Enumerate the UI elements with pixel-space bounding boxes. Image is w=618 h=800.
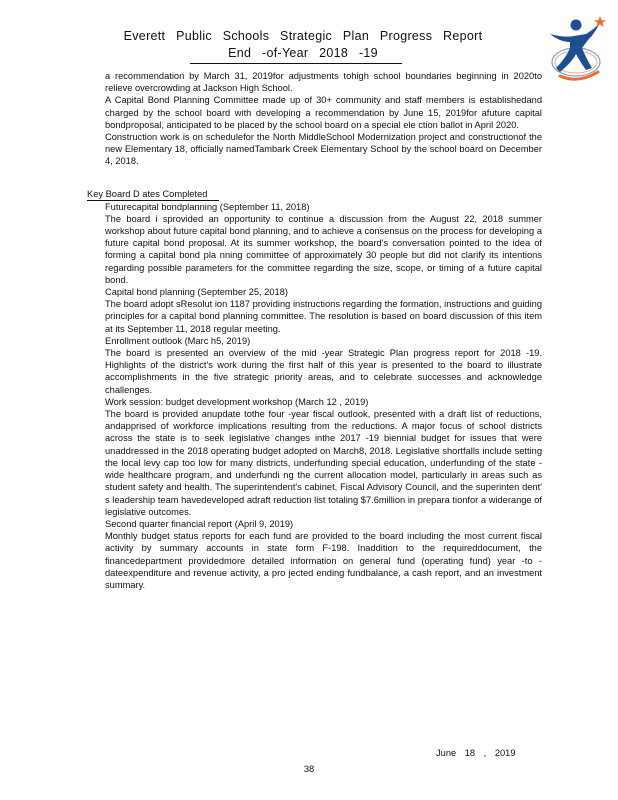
page-number: 38 (303, 764, 315, 774)
board-date-description: The board adopt sResolut ion 1187 providing instructions regarding the formation, instructions and guiding principles for a capital bond planning committee. The resolution is based on board discussion of this item at its September 11, 2018 regular meeting. (105, 299, 542, 334)
board-date-title: Futurecapital bondplanning (September 11, 2018) (105, 201, 310, 212)
board-date-description: The board i sprovided an opportunity to continue a discussion from the August 22, 2018 summer workshop about future capital bond planning, and to achieve a consensus on the process for developing a future capital bond proposal. At its summer workshop, the board's conversation pointed to the idea of forming a capital bond pla nning committee of approximately 30 people but did not clarify its intentions regarding possible parameters for the committee regarding the size, scope, or timing of a future capital bond. (105, 213, 542, 285)
intro-bullet-text: Construction work is on schedulefor the North MiddleSchool Modernization project and constructionof the new Elementary 18, officially namedTambark Creek Elementary School by the school board on December 4, 2018. (105, 132, 542, 167)
board-date-item (82, 335, 542, 396)
board-date-item (82, 396, 542, 518)
board-date-description: The board is provided anupdate tothe four -year fiscal outlook, presented with a draft list of reductions, andapprised of workforce implications resulting from the reductions. A major focus of school districts across the state is to seek legislative changes inthe 2017 -19 biennial budget for issues that were unaddressed in the 2018 operating budget adopted on March8, 2018. Legislative shortfalls include setting the local levy cap too low for many districts, underfunding special education, underfunding of the state -wide healthcare program, and underfundi ng the current allocation model, particularly in areas such as student safety and health. The superintendent's cabinet, Fiscal Advisory Council, and the superinten dent' s leadership team havedeveloped adraft reduction list totaling $7.6million in prepara tionfor a widerange of legislative outcomes. (105, 409, 542, 517)
report-subtitle: End -of-Year 2018 -19 (228, 46, 378, 60)
board-date-item (82, 201, 542, 286)
board-date-item (82, 518, 542, 591)
board-date-title: Work session: budget development workshop (March 12 , 2019) (105, 396, 369, 407)
person-star-swoosh-logo-icon (546, 14, 606, 86)
board-date-title: Capital bond planning (September 25, 2018) (105, 287, 288, 298)
board-date-title: Enrollment outlook (Marc h5, 2019) (105, 335, 251, 346)
intro-continuation: a recommendation by March 31, 2019for adjustments tohigh school boundaries beginning in 2020to relieve overcrowding at Jackson High School. (105, 71, 542, 94)
board-date-description: The board is presented an overview of the mid -year Strategic Plan progress report for 2018 -19. Highlights of the district's work during the first half of this year is presented to the board to illustrate accomplishments in the five strategic priority areas, and to celebrate successes and acknowledge challenges. (105, 348, 542, 395)
board-date-title: Second quarter financial report (April 9, 2019) (105, 518, 294, 529)
header-underline (190, 63, 402, 64)
board-date-description: Monthly budget status reports for each fund are provided to the board including the most current fiscal activity by summary accounts in state form F-198. Inaddition to the requireddocument, the financedepartment providedmore detailed information on general fund (operating fund) year -to -dateexpenditure and revenue activity, a pro jected ending fundbalance, a cash report, and an investment summary. (105, 531, 542, 590)
report-title: Everett Public Schools Strategic Plan Progress Report (123, 29, 483, 43)
list-item (82, 94, 542, 131)
report-header (0, 28, 618, 62)
report-date: June 18 , 2019 (436, 748, 516, 758)
list-item (82, 131, 542, 168)
intro-bullet-text: A Capital Bond Planning Committee made up of 30+ community and staff members is establishedand charged by the school board with developing a recommendation by June 15, 2019for afuture capital bondproposal, anticipated to be placed by the school board on a special ele ction ballot in April 2020. (105, 95, 542, 130)
report-body (82, 70, 542, 591)
board-date-item (82, 286, 542, 335)
section-heading: Key Board D ates Completed (87, 188, 219, 201)
